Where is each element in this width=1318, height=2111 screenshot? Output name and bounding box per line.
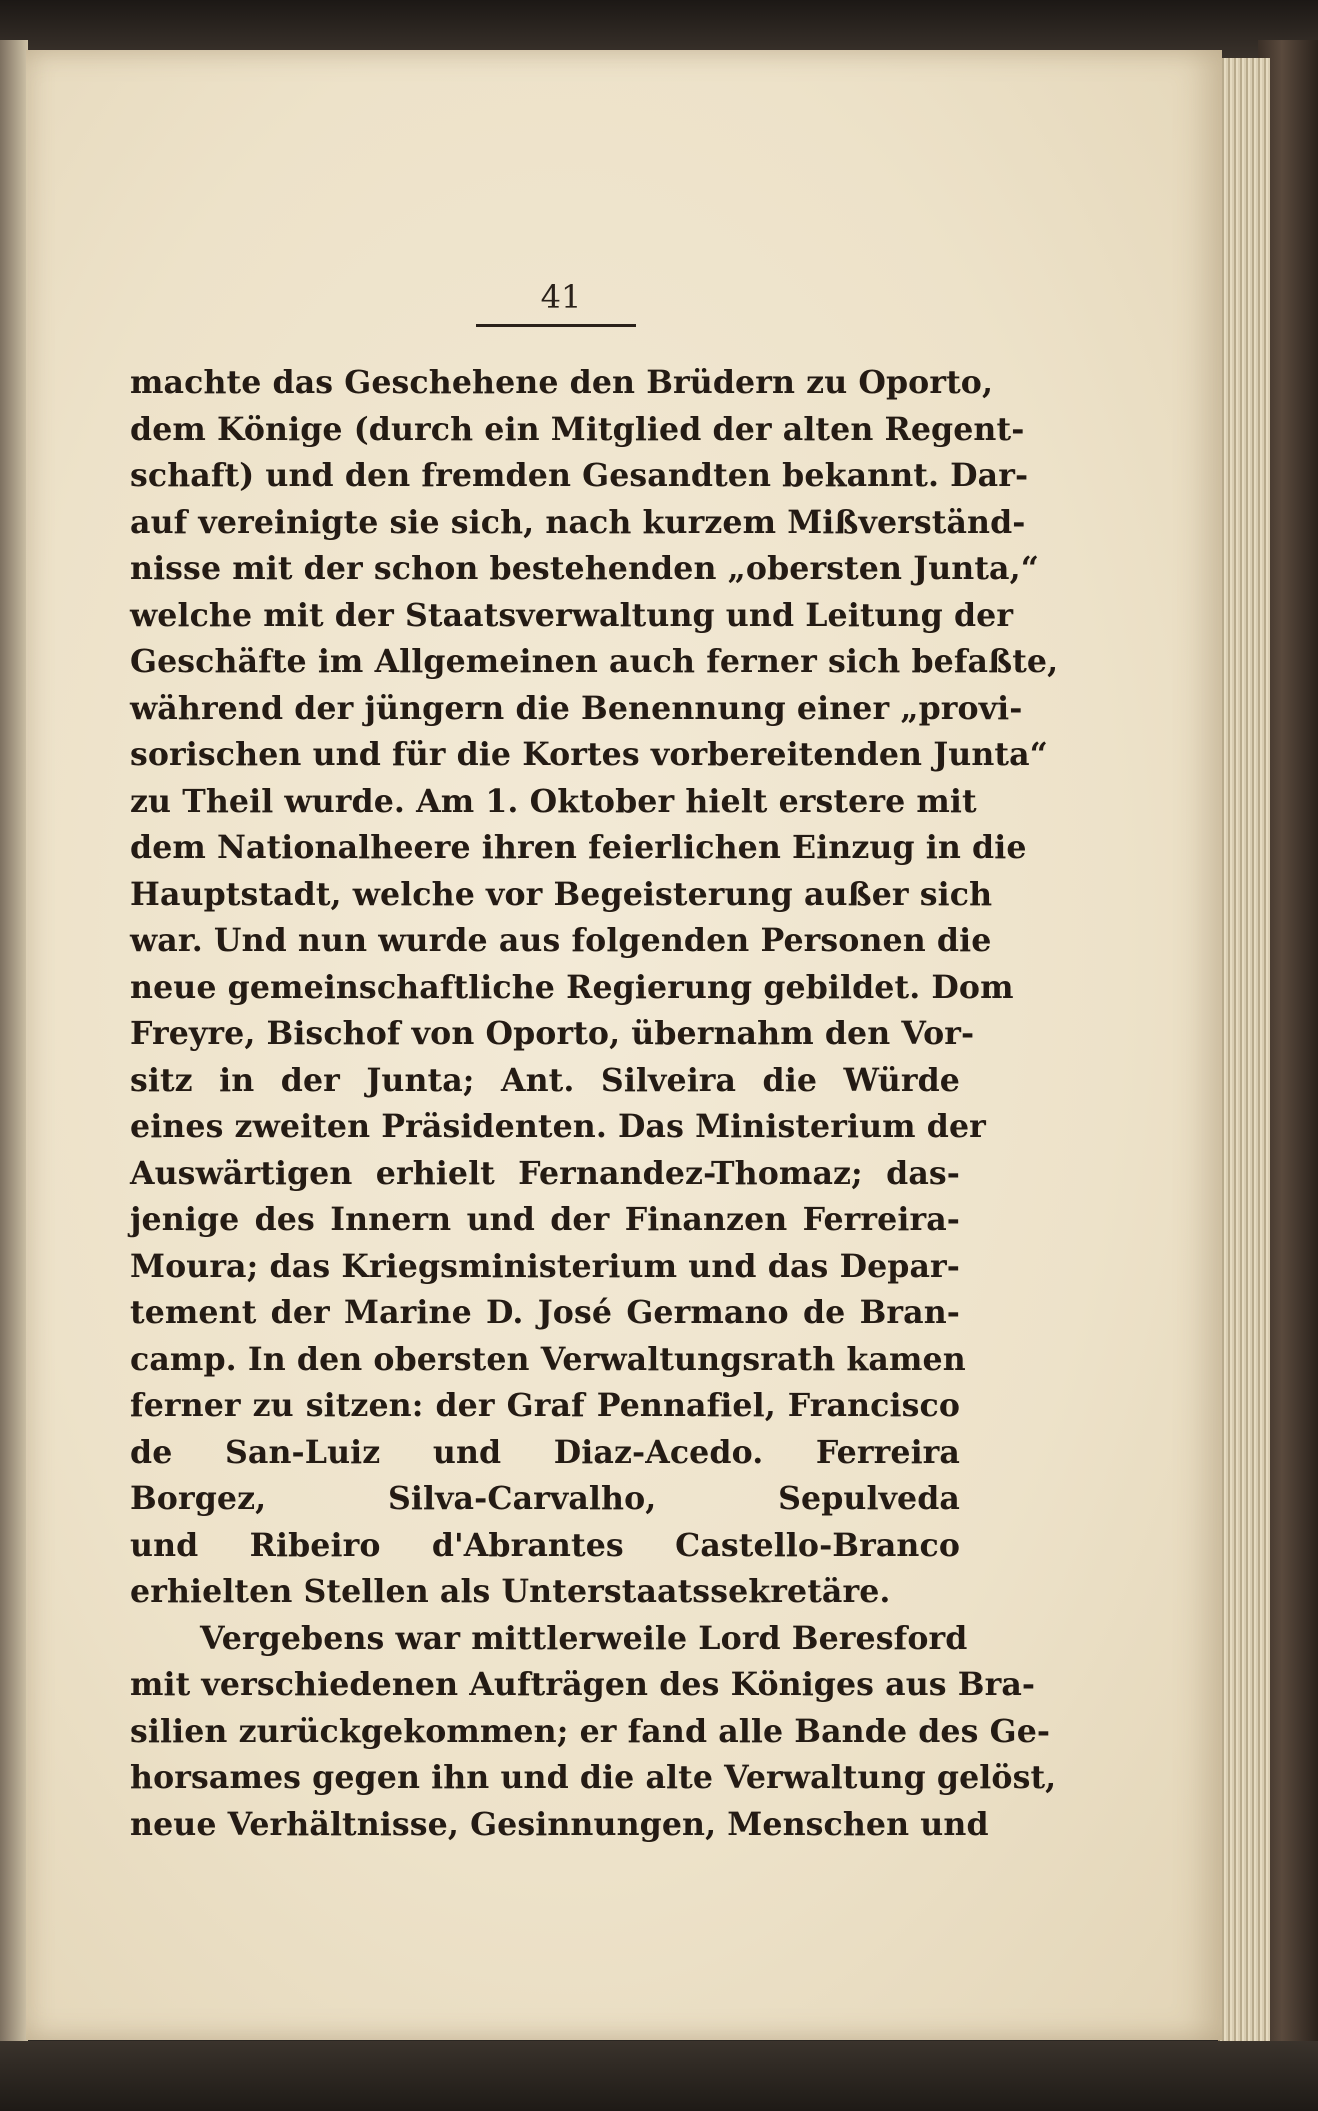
text-line: eines zweiten Präsidenten. Das Ministerium der	[130, 1108, 986, 1145]
text-line: camp. In den obersten Verwaltungsrath kamen	[130, 1340, 966, 1378]
text-line: horsames gegen ihn und die alte Verwaltung gelöst,	[130, 1759, 1057, 1796]
facing-page-edge	[0, 40, 28, 2111]
text-line: jenige des Innern und der Finanzen Ferreira-	[130, 1201, 960, 1238]
text-line: erhielten Stellen als Unterstaatssekretäre.	[130, 1573, 891, 1610]
text-line: Geschäfte im Allgemeinen auch ferner sich befaßte,	[130, 643, 1059, 680]
text-line: Moura; das Kriegsministerium und das Depar-	[130, 1247, 960, 1285]
text-line: ferner zu sitzen: der Graf Pennafiel, Francisco	[130, 1387, 960, 1424]
text-line: war. Und nun wurde aus folgenden Personen die	[130, 922, 992, 959]
text-line: Freyre, Bischof von Oporto, übernahm den Vor-	[130, 1015, 975, 1052]
text-line: während der jüngern die Benennung einer „provi-	[130, 689, 1023, 727]
text-line: nisse mit der schon bestehenden „obersten Junta,“	[130, 550, 1039, 587]
text-line: machte das Geschehene den Brüdern zu Oporto,	[130, 364, 994, 401]
text-line: dem Könige (durch ein Mitglied der alten Regent-	[130, 410, 1025, 448]
text-line: welche mit der Staatsverwaltung und Leitung der	[130, 596, 1014, 634]
book-cover-bottom	[0, 2041, 1318, 2111]
text-line: sitz in der Junta; Ant. Silveira die Würde	[130, 1061, 960, 1099]
text-line: Hauptstadt, welche vor Begeisterung außer sich	[130, 875, 993, 913]
text-line: zu Theil wurde. Am 1. Oktober hielt erstere mit	[130, 782, 977, 820]
text-line: und Ribeiro d'Abrantes Castello-Branco	[130, 1526, 960, 1564]
page-edges	[1218, 58, 1270, 2043]
text-line: silien zurückgekommen; er fand alle Bande des Ge-	[130, 1712, 1051, 1750]
text-line: neue gemeinschaftliche Regierung gebildet. Dom	[130, 968, 1014, 1006]
text-line: auf vereinigte sie sich, nach kurzem Mißverständ-	[130, 503, 1026, 541]
text-line: schaft) und den fremden Gesandten bekannt. Dar-	[130, 457, 1029, 494]
body-text	[130, 360, 1059, 1848]
text-line: de San-Luiz und Diaz-Acedo. Ferreira	[130, 1433, 960, 1471]
text-line: Auswärtigen erhielt Fernandez-Thomaz; das-	[130, 1154, 960, 1192]
text-line: tement der Marine D. José Germano de Bran-	[130, 1294, 960, 1331]
page-number: 41	[540, 278, 582, 316]
book-page	[26, 50, 1222, 2040]
text-line: sorischen und für die Kortes vorbereitenden Junta“	[130, 736, 1048, 773]
header-rule	[476, 324, 636, 327]
text-line: Vergebens war mittlerweile Lord Beresford	[200, 1619, 968, 1657]
text-line: neue Verhältnisse, Gesinnungen, Menschen und	[130, 1805, 989, 1843]
text-line: Borgez, Silva-Carvalho, Sepulveda	[130, 1480, 960, 1517]
text-line: dem Nationalheere ihren feierlichen Einzug in die	[130, 829, 1027, 866]
text-line: mit verschiedenen Aufträgen des Königes aus Bra-	[130, 1666, 1036, 1703]
